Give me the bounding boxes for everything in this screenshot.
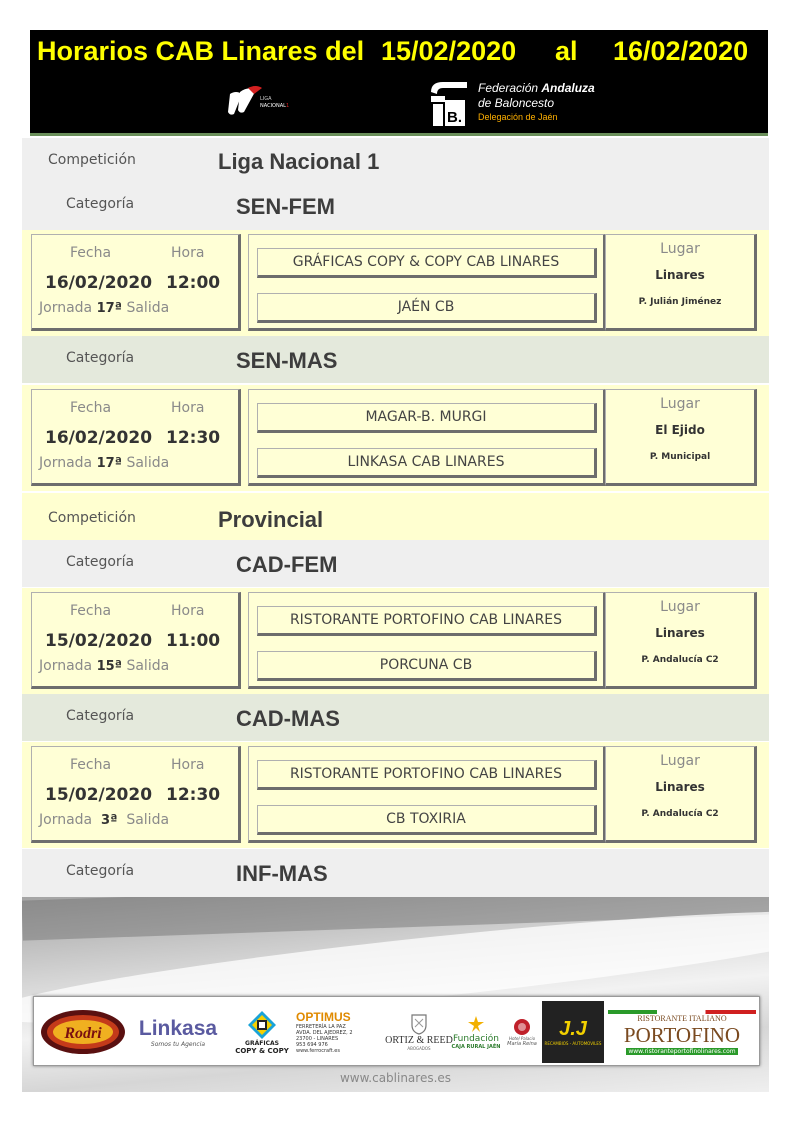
footer-website[interactable]: www.cablinares.es — [339, 1071, 452, 1085]
linkasa-tagline: Somos tu Agencia — [150, 1040, 206, 1048]
sponsor-portofino — [608, 1001, 756, 1063]
title-date-to: 16/02/2020 — [613, 36, 749, 66]
time-label: Hora — [171, 245, 205, 261]
time-label: Hora — [171, 603, 205, 619]
salida-label: Salida — [126, 300, 170, 316]
away-team: JAÉN CB — [257, 293, 597, 323]
category-label: Categoría — [66, 554, 135, 570]
venue-name: P. Julián Jiménez — [638, 297, 722, 307]
place-label: Lugar — [660, 241, 700, 257]
away-team: CB TOXIRIA — [257, 805, 597, 835]
place-label: Lugar — [660, 753, 700, 769]
competition-row — [22, 493, 769, 540]
fundacion-sub: CAJA RURAL JAÉN — [451, 1044, 501, 1050]
date-time-box — [31, 234, 241, 331]
venue-city: El Ejido — [655, 423, 705, 437]
game-date: 16/02/2020 — [45, 273, 153, 293]
venue-box — [605, 746, 757, 843]
date-time-box — [31, 746, 241, 843]
game-card — [22, 230, 769, 336]
optimus-text: OPTIMUS — [296, 1010, 351, 1024]
copy-copy-logo-icon — [247, 1010, 277, 1040]
salida-label: Salida — [126, 658, 170, 674]
copy-copy-sub: COPY & COPY — [235, 1046, 289, 1055]
category-name: SEN-FEM — [236, 194, 335, 219]
game-date: 15/02/2020 — [45, 785, 153, 805]
venue-name: P. Municipal — [649, 452, 711, 462]
jornada-label: Jornada — [39, 658, 93, 674]
time-label: Hora — [171, 757, 205, 773]
rodri-logo-icon — [39, 1005, 127, 1059]
hotel-rose-icon — [513, 1018, 531, 1036]
category-label: Categoría — [66, 708, 135, 724]
date-time-box — [31, 592, 241, 689]
fab-line1-bold: Andaluza — [541, 81, 595, 95]
ortiz-reed-sub: ABOGADOS — [407, 1046, 431, 1051]
game-card — [22, 742, 769, 848]
sponsor-optimus — [296, 1001, 376, 1063]
fab-line3: Delegación de Jaén — [478, 112, 558, 122]
time-label: Hora — [171, 400, 205, 416]
optimus-web: www.ferrocraft.es — [296, 1048, 340, 1054]
optimus-addr: AVDA. DEL AJEDREZ, 2 — [296, 1030, 353, 1036]
home-team: RISTORANTE PORTOFINO CAB LINARES — [257, 760, 597, 790]
venue-city: Linares — [655, 626, 705, 640]
jj-text: J.J — [559, 1018, 587, 1040]
salida-label: Salida — [126, 455, 170, 471]
competition-name: Liga Nacional 1 — [218, 149, 380, 174]
sponsor-rodri — [38, 1001, 128, 1063]
away-team: LINKASA CAB LINARES — [257, 448, 597, 478]
competition-row — [22, 138, 769, 186]
portofino-web: www.ristoranteportofinolinares.com — [628, 1047, 736, 1055]
teams-box — [248, 389, 606, 486]
optimus-tel: 953 694 976 — [296, 1042, 328, 1048]
ortiz-reed-text: ORTIZ & REED — [385, 1035, 453, 1046]
game-time: 12:30 — [166, 428, 221, 448]
jornada-line — [39, 300, 169, 316]
category-row — [22, 540, 769, 587]
page-title — [37, 32, 761, 70]
category-row — [22, 336, 769, 383]
teams-box — [248, 746, 606, 843]
fab-line2: de Baloncesto — [478, 96, 555, 110]
liga-nacional-logo — [208, 70, 312, 131]
competition-label: Competición — [48, 510, 136, 526]
optimus-cp: 23700 - LINARES — [296, 1036, 339, 1042]
sponsor-jj — [542, 1001, 604, 1063]
linkasa-text: Linkasa — [138, 1016, 218, 1040]
category-label: Categoría — [66, 863, 135, 879]
home-team: MAGAR-B. MURGI — [257, 403, 597, 433]
category-name: CAD-FEM — [236, 552, 338, 577]
category-label: Categoría — [66, 196, 135, 212]
venue-city: Linares — [655, 268, 705, 282]
header-banner — [30, 30, 768, 136]
hotel-sub: María Reina — [507, 1040, 537, 1047]
jornada-line — [39, 812, 169, 828]
sponsors-strip — [33, 996, 760, 1066]
category-name: SEN-MAS — [236, 348, 338, 373]
portofino-text: PORTOFINO — [623, 1022, 741, 1047]
jornada-label: Jornada — [39, 812, 93, 828]
fundacion-logo-icon — [466, 1014, 486, 1034]
jornada-line — [39, 455, 169, 471]
jornada-number: 17ª — [96, 301, 123, 316]
liga-label: LIGA — [260, 96, 272, 102]
fundacion-text: Fundación — [453, 1034, 499, 1044]
competition-label: Competición — [48, 152, 136, 168]
venue-city: Linares — [655, 780, 705, 794]
title-prefix: Horarios CAB Linares del — [37, 36, 365, 66]
place-label: Lugar — [660, 396, 700, 412]
game-card — [22, 588, 769, 694]
category-label: Categoría — [66, 350, 135, 366]
fab-emblem-icon — [425, 80, 475, 128]
venue-box — [605, 234, 757, 331]
svg-text:1: 1 — [286, 103, 290, 109]
game-time: 11:00 — [166, 631, 221, 651]
jornada-number: 17ª — [96, 456, 123, 471]
game-card — [22, 385, 769, 491]
jornada-number: 15ª — [96, 659, 123, 674]
hotel-text: Hotel Palacio — [508, 1035, 536, 1041]
sponsor-copy-copy — [230, 1001, 294, 1063]
game-date: 16/02/2020 — [45, 428, 153, 448]
sponsor-linkasa — [130, 1001, 226, 1063]
place-label: Lugar — [660, 599, 700, 615]
liga-nacional-emblem-icon — [208, 70, 312, 131]
category-name: CAD-MAS — [236, 706, 340, 731]
federacion-andaluza-logo — [423, 80, 609, 128]
venue-box — [605, 389, 757, 486]
away-team: PORCUNA CB — [257, 651, 597, 681]
game-time: 12:00 — [166, 273, 221, 293]
date-time-box — [31, 389, 241, 486]
jornada-label: Jornada — [39, 300, 93, 316]
category-row — [22, 694, 769, 741]
venue-name: P. Andalucía C2 — [641, 809, 719, 819]
teams-box — [248, 234, 606, 331]
competition-name: Provincial — [218, 507, 324, 532]
title-date-from: 15/02/2020 — [381, 36, 517, 66]
sponsor-hotel — [504, 1001, 540, 1063]
jornada-label: Jornada — [39, 455, 93, 471]
jj-sub: RECAMBIOS - AUTOMOVILES — [544, 1041, 602, 1046]
nacional-label: NACIONAL — [260, 103, 286, 109]
title-conj: al — [555, 36, 578, 66]
date-label: Fecha — [70, 400, 112, 416]
game-date: 15/02/2020 — [45, 631, 153, 651]
venue-name: P. Andalucía C2 — [641, 655, 719, 665]
home-team: RISTORANTE PORTOFINO CAB LINARES — [257, 606, 597, 636]
teams-box — [248, 592, 606, 689]
fab-line1: Federación — [478, 81, 542, 95]
date-label: Fecha — [70, 757, 112, 773]
jornada-number: 3ª — [101, 813, 118, 828]
category-name: INF-MAS — [236, 861, 328, 886]
jornada-line — [39, 658, 169, 674]
sponsor-fundacion — [444, 1001, 508, 1063]
copy-copy-name: GRÁFICAS — [245, 1039, 279, 1047]
portofino-top: RISTORANTE ITALIANO — [637, 1013, 727, 1023]
home-team: GRÁFICAS COPY & COPY CAB LINARES — [257, 248, 597, 278]
optimus-sub: FERRETERÍA LA PAZ — [296, 1024, 346, 1030]
date-label: Fecha — [70, 603, 112, 619]
venue-box — [605, 592, 757, 689]
category-row — [22, 186, 769, 230]
rodri-text: Rodri — [64, 1025, 102, 1042]
fab-badge-text: B. — [447, 109, 462, 126]
category-row — [22, 849, 769, 897]
ortiz-reed-shield-icon — [410, 1013, 428, 1035]
salida-label: Salida — [126, 812, 170, 828]
game-time: 12:30 — [166, 785, 221, 805]
date-label: Fecha — [70, 245, 112, 261]
